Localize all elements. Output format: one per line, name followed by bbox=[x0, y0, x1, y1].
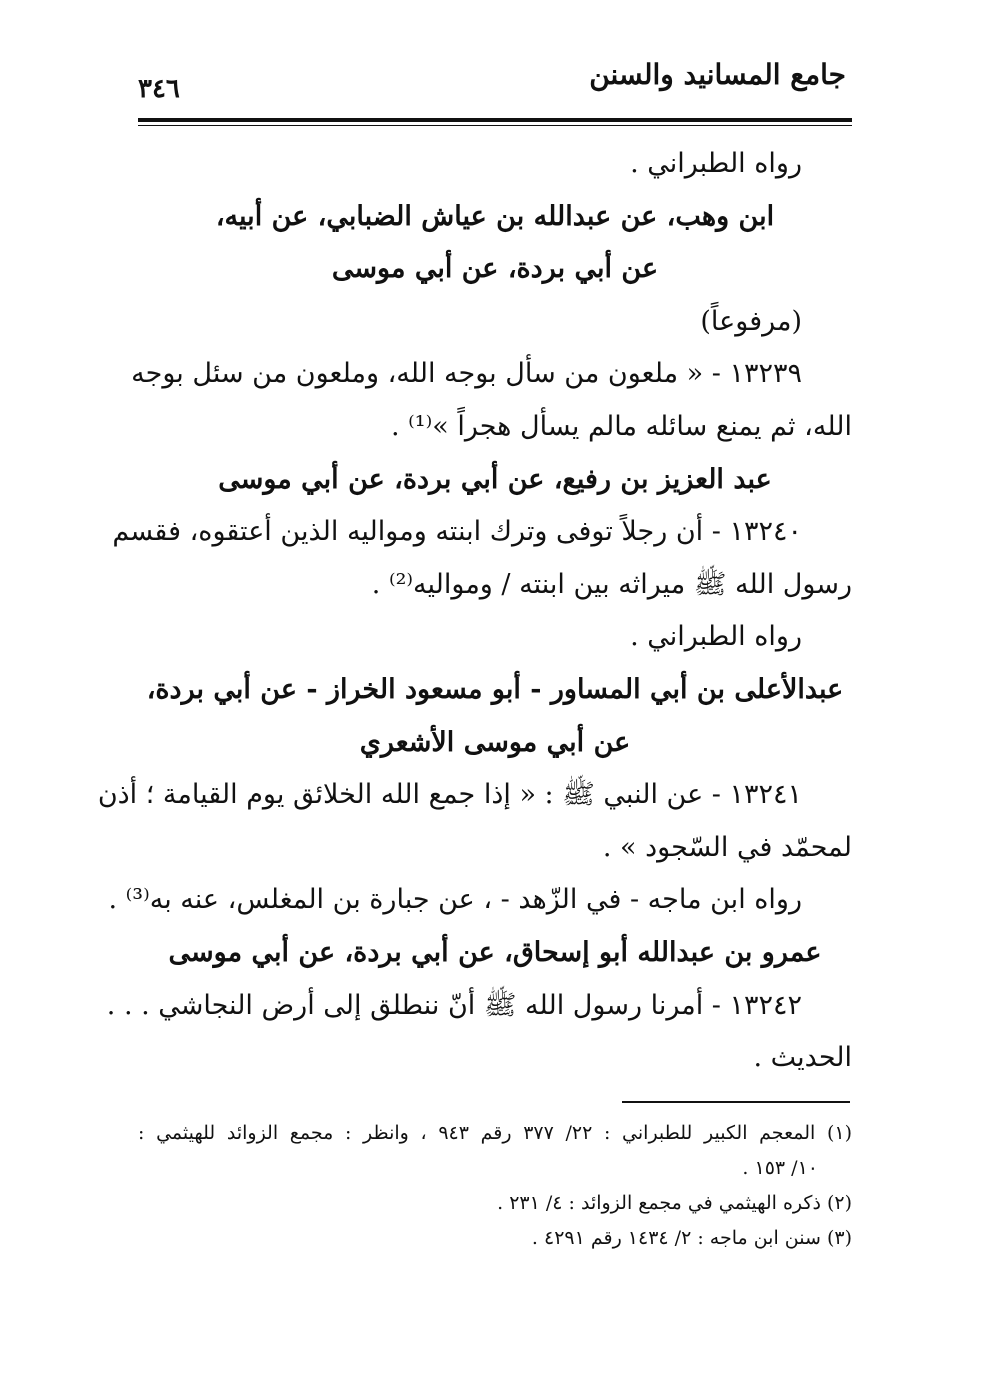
text-line: عبدالأعلى بن أبي المساور - أبو مسعود الخراز - عن أبي بردة، bbox=[146, 673, 844, 705]
footnotes bbox=[138, 1116, 852, 1256]
footnote-line: (١) المعجم الكبير للطبراني : ٢٢/ ٣٧٧ رقم ٩٤٣ ، وانظر : مجمع الزوائد للهيثمي : bbox=[138, 1122, 853, 1144]
page-number: ٣٤٦ bbox=[138, 74, 180, 104]
text-line: ١٣٢٤٠ - أن رجلاً توفى وترك ابنته ومواليه الذين أعتقوه، فقسم bbox=[112, 516, 802, 548]
text-line: رواه الطبراني . bbox=[630, 621, 802, 653]
text-line: عبد العزيز بن رفيع، عن أبي بردة، عن أبي موسى bbox=[218, 463, 772, 495]
text-line: ١٣٢٤٢ - أمرنا رسول الله ﷺ أنّ ننطلق إلى أرض النجاشي . . . bbox=[106, 989, 802, 1021]
text-line: ١٣٢٣٩ - « ملعون من سأل بوجه الله، وملعون من سئل بوجه bbox=[131, 358, 802, 390]
footnote-line: ١٠/ ١٥٣ . bbox=[742, 1157, 818, 1179]
main-text bbox=[97, 138, 852, 1085]
footnote-line: (٣) سنن ابن ماجه : ٢/ ١٤٣٤ رقم ٤٢٩١ . bbox=[531, 1227, 852, 1249]
header-rule-thick bbox=[138, 118, 852, 122]
text-line: رواه ابن ماجه - في الزّهد - ، عن جبارة بن المغلس، عنه به⁽³⁾ . bbox=[108, 884, 802, 916]
header-rule-thin bbox=[138, 125, 852, 126]
text-line: رواه الطبراني . bbox=[630, 148, 802, 179]
running-header-title: جامع المسانيد والسنن bbox=[589, 58, 846, 91]
text-line: عن أبي موسى الأشعري bbox=[359, 726, 631, 758]
text-line: عمرو بن عبدالله أبو إسحاق، عن أبي بردة، عن أبي موسى bbox=[168, 936, 822, 968]
text-line: ١٣٢٤١ - عن النبي ﷺ : « إذا جمع الله الخلائق يوم القيامة ؛ أذن bbox=[97, 779, 802, 811]
text-line: عن أبي بردة، عن أبي موسى bbox=[331, 253, 659, 285]
text-line: لمحمّد في السّجود » . bbox=[602, 831, 852, 863]
footnote-separator bbox=[622, 1101, 850, 1103]
text-line: الله، ثم يمنع سائله مالم يسأل هجراً »⁽¹⁾ . bbox=[390, 410, 852, 442]
text-line: ابن وهب، عن عبدالله بن عياش الضبابي، عن أبيه، bbox=[215, 200, 775, 232]
text-line: رسول الله ﷺ ميراثه بين ابنته / ومواليه⁽²⁾ . bbox=[371, 568, 852, 600]
text-line: الحديث . bbox=[753, 1042, 852, 1074]
footnote-line: (٢) ذكره الهيثمي في مجمع الزوائد : ٤/ ٢٣١ . bbox=[497, 1192, 852, 1214]
text-line: (مرفوعاً) bbox=[700, 305, 802, 337]
